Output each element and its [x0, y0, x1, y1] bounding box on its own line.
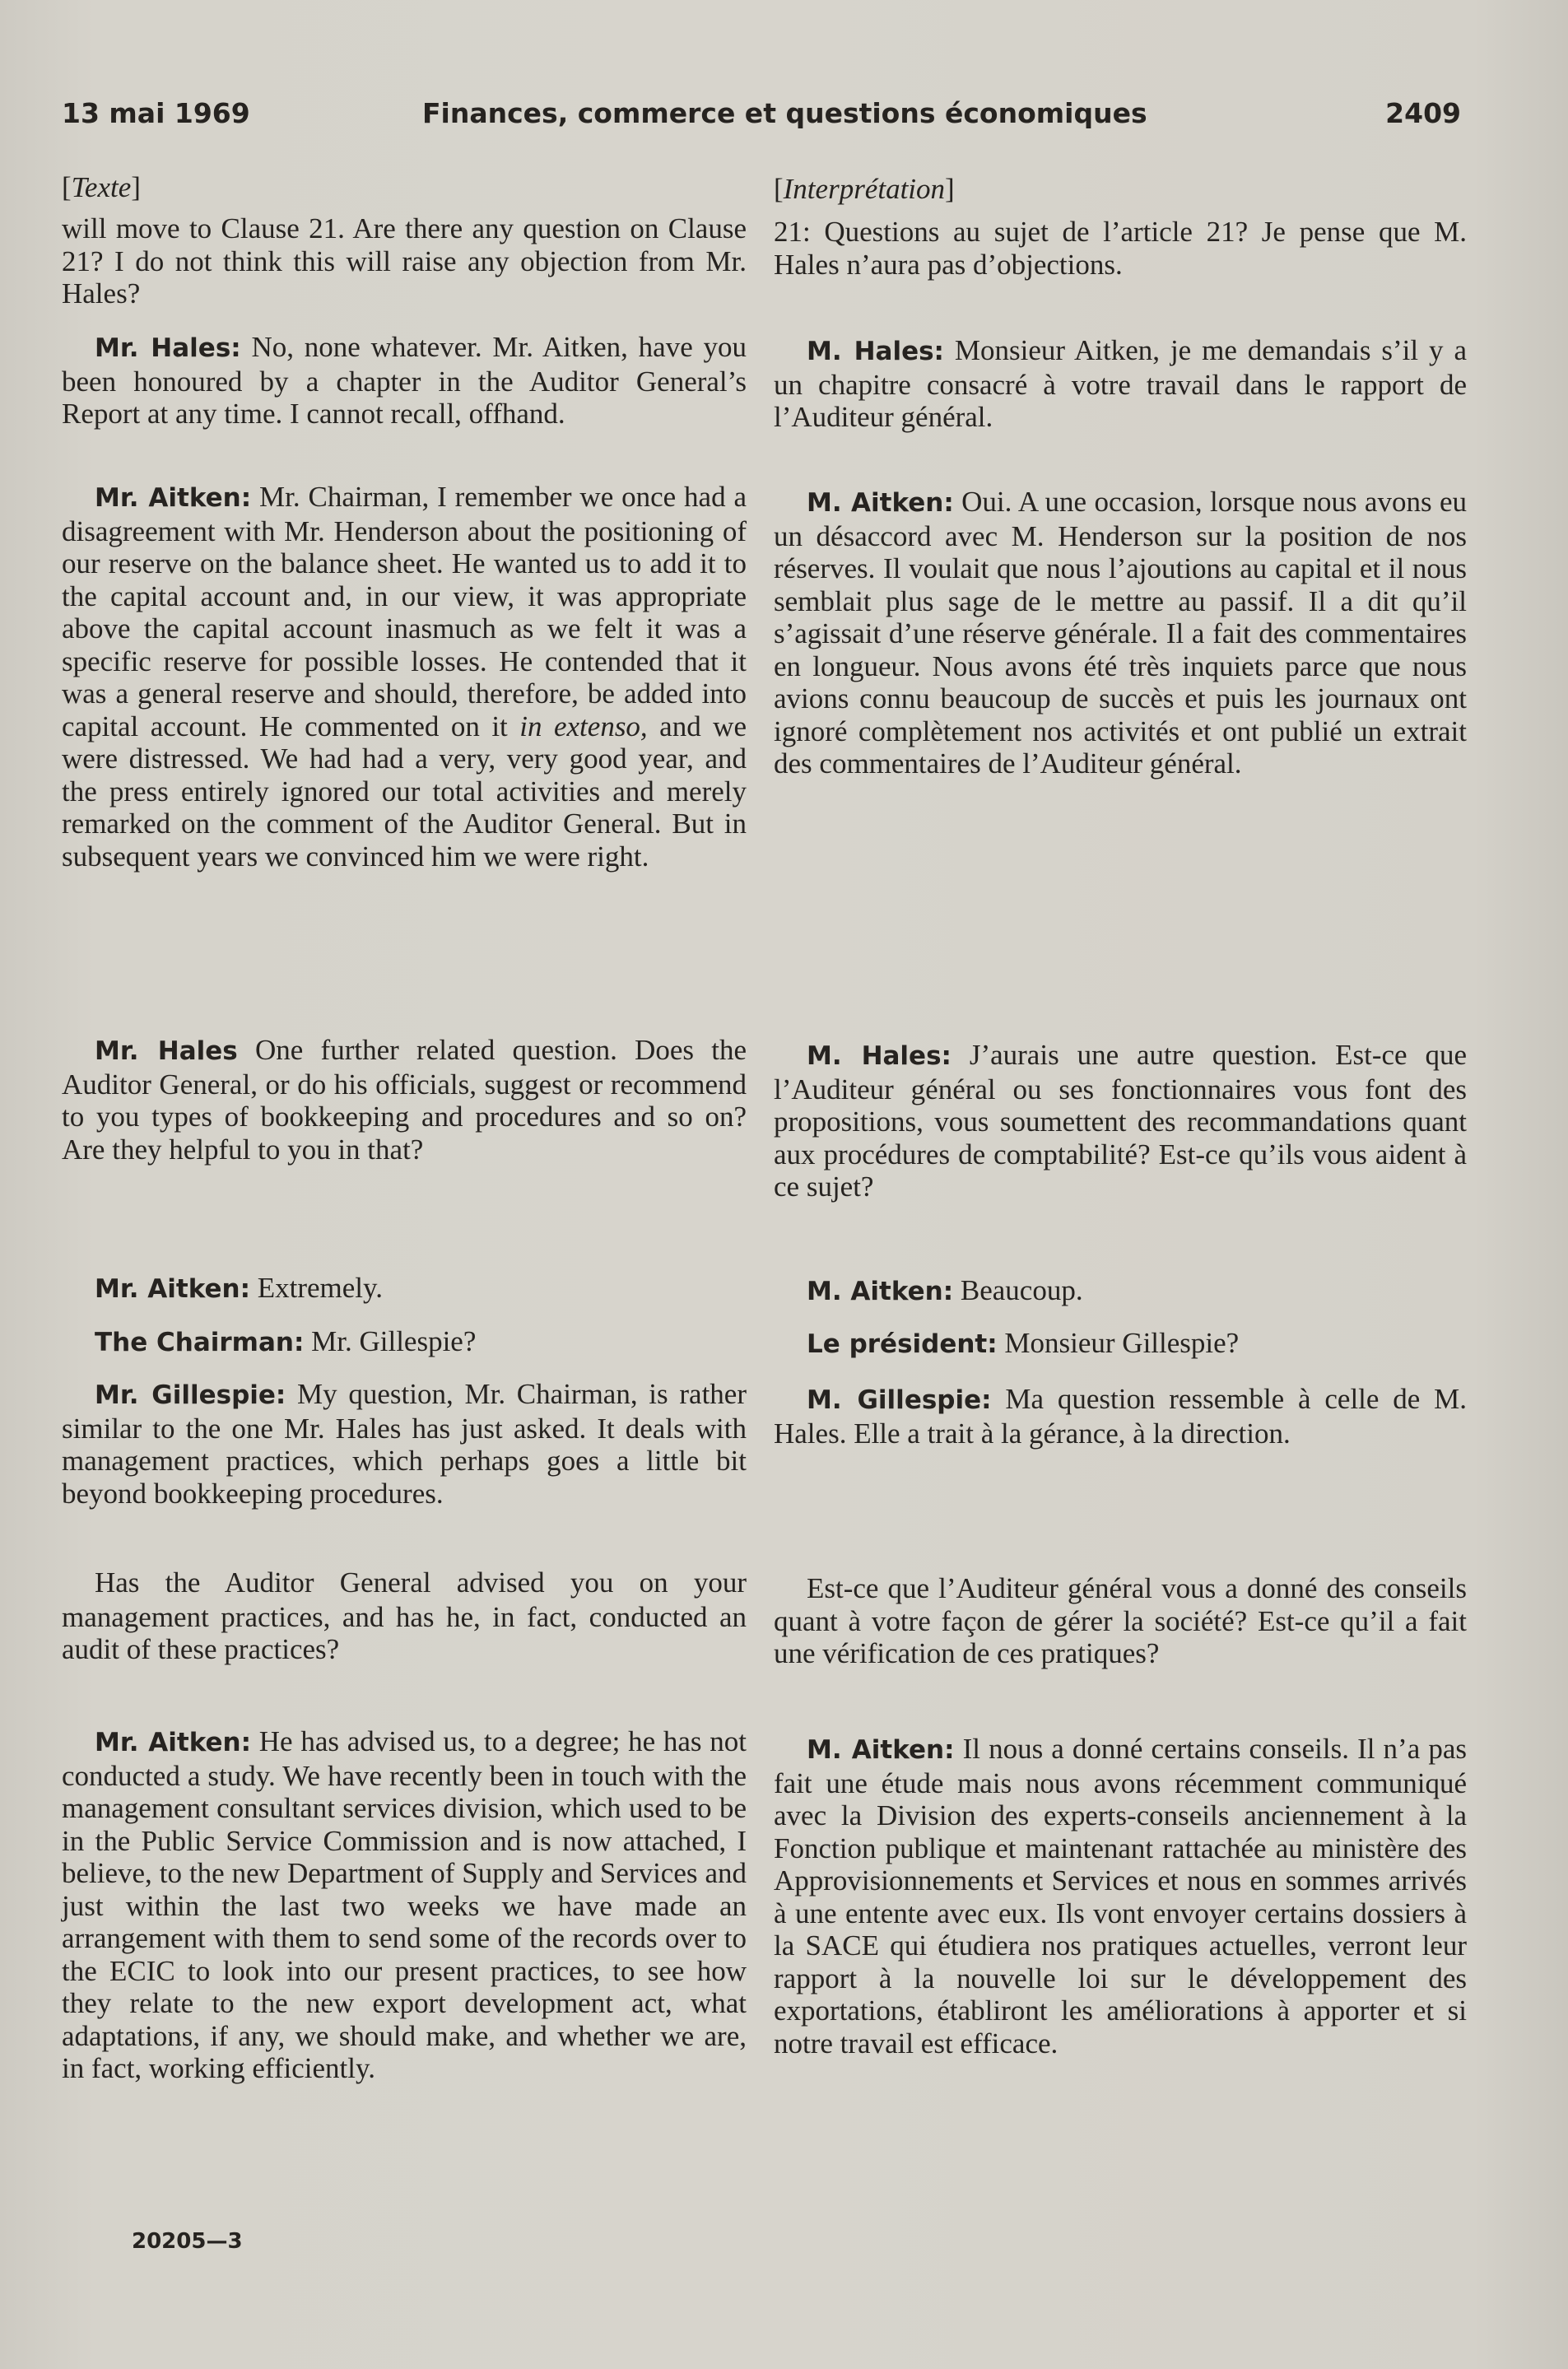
paragraph-text: Extremely. — [257, 1272, 384, 1304]
speaker-label: M. Aitken: — [807, 1277, 954, 1306]
paragraph-text: Mr. Chairman, I remember we once had a disagreement with Mr. Henderson about the positioning of our reserve on the balance sheet. He wanted us to add it to the capital account and, in our view, it was appropriate above the capital account inasmuch as we felt it was a specific reserve for possible losses. He contended that it was a general reserve and should, therefore, be added into capital account. He commented on it — [62, 481, 747, 742]
page-number: 2409 — [1385, 97, 1461, 129]
speaker-label: M. Aitken: — [807, 1735, 955, 1765]
tag-text: Interprétation — [783, 173, 946, 205]
paragraph-text: Beaucoup. — [960, 1274, 1083, 1306]
speaker-label: Le président: — [807, 1329, 998, 1359]
section-tag-texte: [Texte] — [62, 171, 141, 203]
paragraph — [62, 1725, 747, 2085]
paragraph — [774, 1733, 1467, 2059]
paragraph-text: 21: Questions au sujet de l’article 21? Je pense que M. Hales n’aura pas d’objections. — [774, 216, 1467, 281]
speaker-label: M. Aitken: — [807, 488, 954, 518]
speaker-label: M. Hales: — [807, 337, 944, 366]
paragraph — [774, 334, 1467, 434]
header-date: 13 mai 1969 — [62, 97, 250, 129]
speaker-label: Mr. Hales: — [95, 333, 241, 363]
paragraph — [62, 212, 747, 310]
paragraph — [62, 1566, 747, 1666]
paragraph-text: He has advised us, to a degree; he has not conducted a study. We have recently been in touch with the management consultant services division, which used to be in the Public Service Commission and is now attached, I believe, to the new Department of Supply and Services and just within the last two weeks we have made an arrangement with them to send some of the records over to the ECIC to look into our present practices, to see how they relate to the new export development act, what adaptations, if any, we should make, and whether we are, in fact, working efficiently. — [62, 1725, 747, 2084]
speaker-label: M. Hales: — [807, 1041, 952, 1071]
speaker-label: Mr. Aitken: — [95, 1274, 250, 1304]
speaker-label: Mr. Aitken: — [95, 1728, 252, 1757]
paragraph — [62, 1325, 747, 1360]
paragraph-text: and we were distressed. We had had a very, very good year, and the press entirely ignored our total activities and merely remarked on the comment of the Auditor General. But in subsequent years we convinced him we were right. — [62, 710, 747, 873]
paragraph — [62, 1378, 747, 1510]
folio: 20205—3 — [132, 2229, 243, 2254]
paragraph-text: One further related question. Does the Auditor General, or do his officials, suggest or recommend to you types of bookkeeping and procedures and so on? Are they helpful to you in that? — [62, 1034, 747, 1166]
paragraph-text: Has the Auditor General advised you on your management practices, and has he, in fact, conducted an audit of these practices? — [62, 1566, 747, 1665]
paragraph-text: Mr. Gillespie? — [311, 1325, 477, 1357]
paragraph — [774, 1039, 1467, 1203]
paragraph-text: Ma question ressemble à celle de M. Hales. Elle a trait à la gérance, à la direction. — [774, 1383, 1467, 1450]
paragraph-text: Il nous a donné certains conseils. Il n’a pas fait une étude mais nous avons récemment communiqué avec la Division des experts-conseils anciennement à la Fonction publique et maintenant rattachée au ministère des Approvisionnements et Services et nous en sommes arrivés à une entente avec eux. Ils vont envoyer certains dossiers à la SACE qui étudiera nos pratiques actuelles, verront leur rapport à la nouvelle loi sur le développement des exportations, établiront les améliorations à apporter et si notre travail est efficace. — [774, 1733, 1467, 2059]
running-head — [62, 97, 1461, 147]
paragraph-text: No, none whatever. Mr. Aitken, have you been honoured by a chapter in the Auditor General’s Report at any time. I cannot recall, offhand. — [62, 331, 747, 430]
paragraph-text: My question, Mr. Chairman, is rather similar to the one Mr. Hales has just asked. It deals with management practices, which perhaps goes a little bit beyond bookkeeping procedures. — [62, 1378, 747, 1510]
paragraph-text: Est-ce que l’Auditeur général vous a donné des conseils quant à votre façon de gérer la société? Est-ce qu’il a fait une vérification de ces pratiques? — [774, 1572, 1467, 1669]
paragraph — [62, 331, 747, 431]
paragraph — [62, 1272, 747, 1306]
paragraph — [62, 1034, 747, 1166]
speaker-label: The Chairman: — [95, 1328, 305, 1357]
section-tag-interpretation: [Interprétation] — [774, 173, 955, 205]
paragraph — [774, 1572, 1467, 1670]
tag-text: Texte — [71, 171, 132, 203]
paragraph-text: will move to Clause 21. Are there any question on Clause 21? I do not think this will raise any objection from Mr. Hales? — [62, 212, 747, 310]
paragraph — [774, 486, 1467, 780]
speaker-label: Mr. Hales — [95, 1036, 238, 1066]
paragraph-text: Monsieur Gillespie? — [1004, 1327, 1240, 1359]
paragraph-text: J’aurais une autre question. Est-ce que l’Auditeur général ou ses fonctionnaires vous font des propositions, vous soumettent des recommandations quant aux procédures de comptabilité? Est-ce qu’ils vous aident à ce sujet? — [774, 1039, 1468, 1203]
paragraph — [774, 1327, 1467, 1361]
paragraph-text: Oui. A une occasion, lorsque nous avons eu un désaccord avec M. Henderson sur la position de nos réserves. Il voulait que nous l’ajoutions au capital et il nous semblait plus sage de le mettre au passif. Il a dit qu’il s’agissait d’une réserve générale. Il a fait des commentaires en longueur. Nous avons été très inquiets parce que nous avions connu beaucoup de succès et puis les journaux ont ignoré complètement nos activités et ont publié un extrait des commentaires de l’Auditeur général. — [774, 486, 1467, 780]
paragraph-italic: in extenso, — [519, 710, 648, 742]
paragraph-text: Monsieur Aitken, je me demandais s’il y a un chapitre consacré à votre travail dans le rapport de l’Auditeur général. — [774, 334, 1467, 433]
paragraph — [774, 216, 1467, 281]
speaker-label: Mr. Gillespie: — [95, 1380, 286, 1410]
paragraph — [774, 1274, 1467, 1309]
paragraph — [62, 481, 747, 873]
header-title: Finances, commerce et questions économiques — [422, 97, 1147, 129]
speaker-label: Mr. Aitken: — [95, 483, 252, 513]
speaker-label: M. Gillespie: — [807, 1385, 992, 1415]
paragraph — [774, 1383, 1467, 1450]
